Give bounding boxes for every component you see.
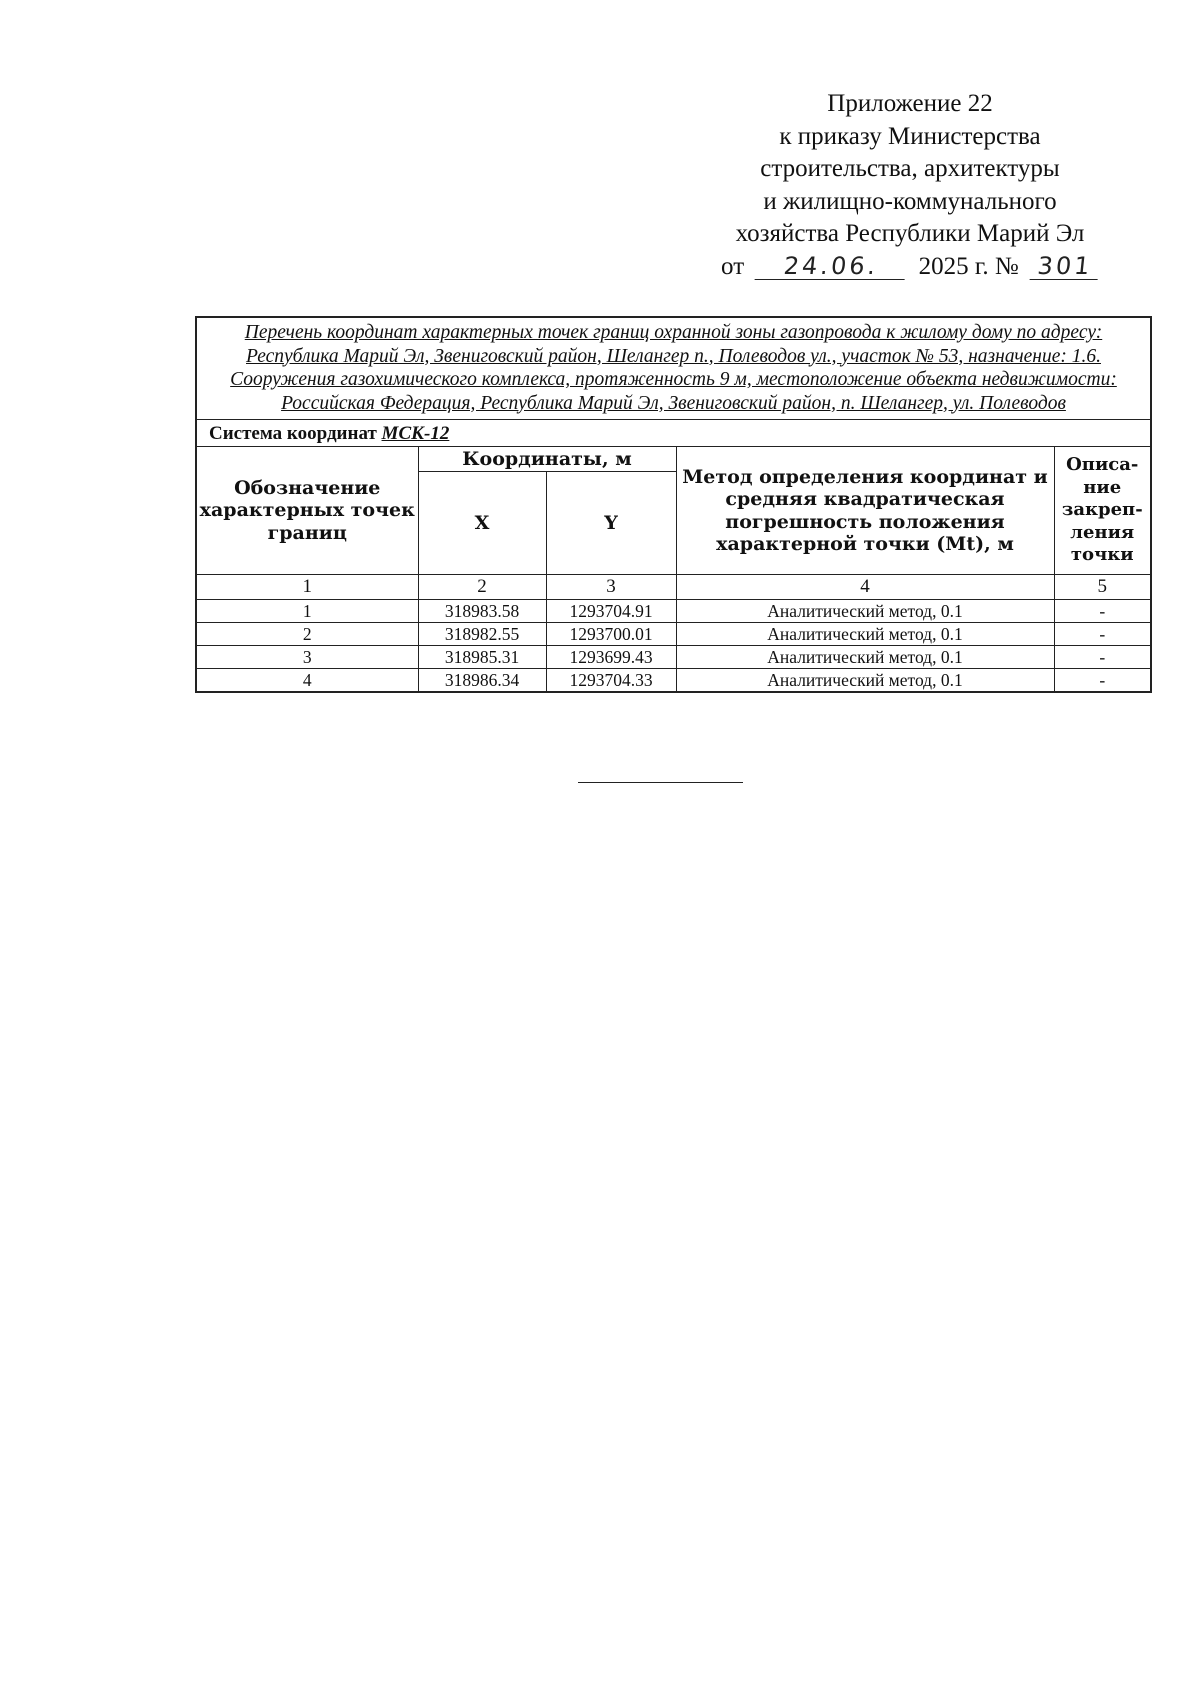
coordinate-system [196, 420, 1151, 447]
method: Аналитический метод, 0.1 [676, 646, 1054, 669]
coord-y: 1293700.01 [546, 623, 676, 646]
point-id: 3 [196, 646, 418, 669]
appendix-line-order: к приказу Министерства [779, 122, 1041, 150]
method: Аналитический метод, 0.1 [676, 669, 1054, 693]
description: - [1054, 669, 1151, 693]
appendix-header [690, 88, 1130, 283]
table-caption-row [196, 317, 1151, 420]
coord-y: 1293699.43 [546, 646, 676, 669]
year-number-label: 2025 г. № [918, 252, 1019, 280]
point-id: 1 [196, 600, 418, 623]
method: Аналитический метод, 0.1 [676, 623, 1054, 646]
table-row [196, 669, 1151, 693]
header-point-designation: Обозначение характерных точек границ [196, 447, 418, 575]
appendix-line-housing: и жилищно-коммунального [763, 187, 1057, 215]
appendix-line-republic: хозяйства Республики Марий Эл [735, 220, 1085, 247]
date-prefix: от [721, 252, 745, 280]
description: - [1054, 646, 1151, 669]
header-description: Описа-ние закреп-ления точки [1054, 447, 1151, 575]
point-id: 2 [196, 623, 418, 646]
header-y: Y [546, 472, 676, 575]
appendix-title: Приложение 22 [827, 90, 993, 117]
column-number: 5 [1054, 575, 1151, 600]
coord-x: 318985.31 [418, 646, 546, 669]
column-number: 2 [418, 575, 546, 600]
coord-x: 318983.58 [418, 600, 546, 623]
header-method: Метод определения координат и средняя квадратическая погрешность положения характерной точки (Mt), м [676, 447, 1054, 575]
point-id: 4 [196, 669, 418, 693]
coord-x: 318986.34 [418, 669, 546, 693]
coordinate-system-label: Система координат [209, 423, 377, 444]
column-number: 4 [676, 575, 1054, 600]
header-coordinates: Координаты, м [418, 447, 676, 472]
end-divider [578, 782, 743, 783]
method: Аналитический метод, 0.1 [676, 600, 1054, 623]
header-x: X [418, 472, 546, 575]
description: - [1054, 600, 1151, 623]
coordinates-table-container [195, 316, 1150, 693]
column-number-row [196, 575, 1151, 600]
coordinate-system-name: МСК-12 [381, 423, 450, 444]
table-row [196, 646, 1151, 669]
header-row-top [196, 447, 1151, 472]
coord-y: 1293704.91 [546, 600, 676, 623]
order-date-line [690, 251, 1130, 284]
description: - [1054, 623, 1151, 646]
coord-x: 318982.55 [418, 623, 546, 646]
coordinates-table [195, 316, 1152, 693]
coordinate-system-row [196, 420, 1151, 447]
appendix-line-ministry: строительства, архитектуры [760, 155, 1060, 182]
coord-y: 1293704.33 [546, 669, 676, 693]
column-number: 1 [196, 575, 418, 600]
handwritten-date: 24.06. [755, 253, 908, 280]
table-caption: Перечень координат характерных точек границ охранной зоны газопровода к жилому дому по адресу: Республика Марий Эл, Звениговский район, Шелангер п., Полеводов ул., участок № 53, назначение: 1.6. Сооружения газохимического комплекса, протяженность 9 м, местоположение объекта недвижимости: Российская Федерация, Республика Марий Эл, Звениговский район, п. Шелангер, ул. Полеводов [196, 317, 1151, 420]
handwritten-order-number: 301 [1030, 253, 1101, 280]
table-row [196, 623, 1151, 646]
column-number: 3 [546, 575, 676, 600]
table-row [196, 600, 1151, 623]
